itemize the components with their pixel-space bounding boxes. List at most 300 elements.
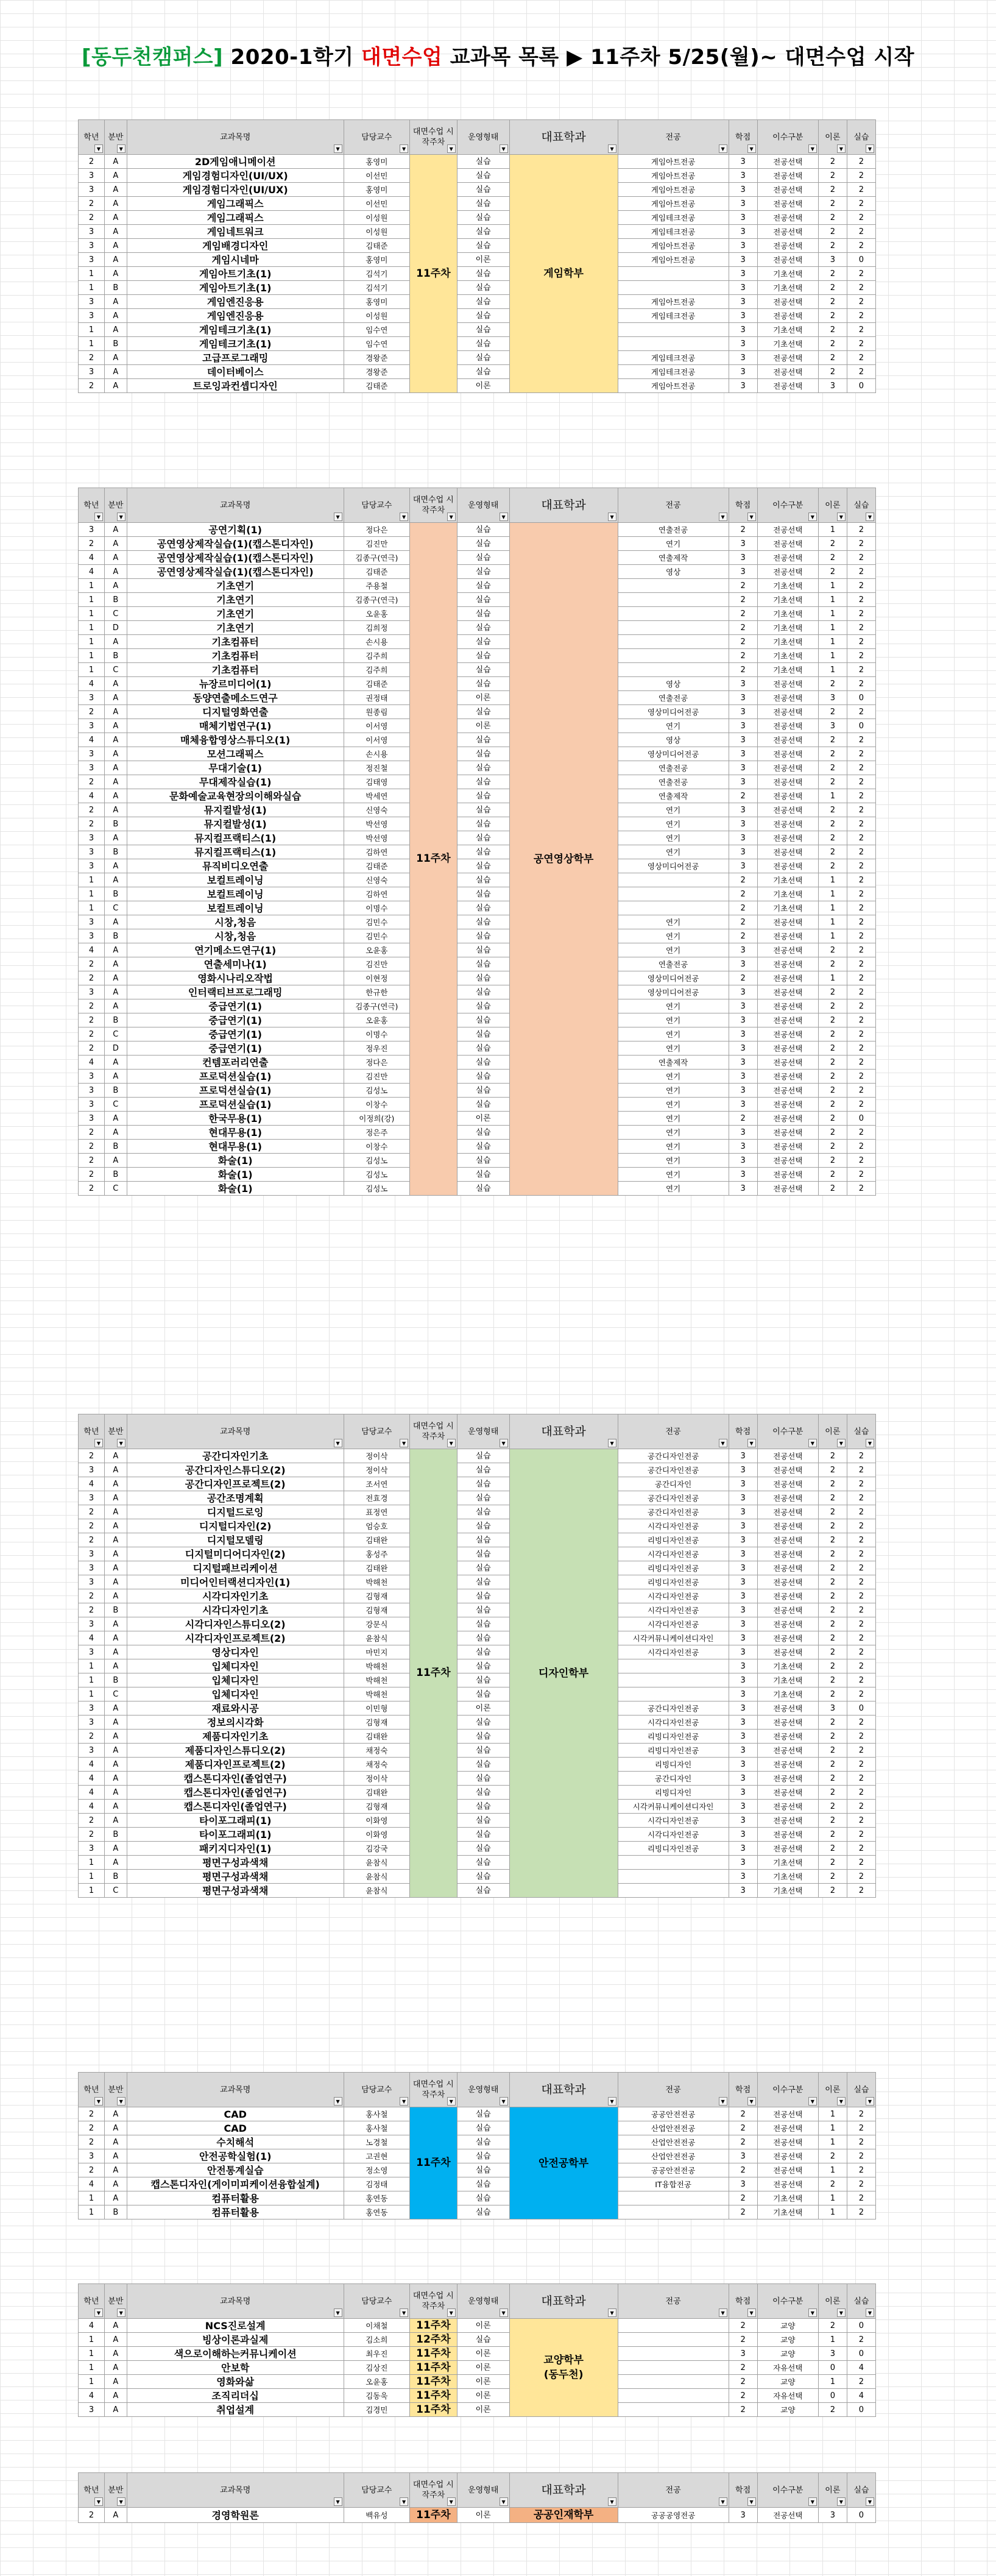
filter-dropdown-icon[interactable]: ▼ [400,513,408,521]
header-practice[interactable] [847,488,875,523]
cell-mode: 실습 [457,1758,509,1772]
cell-practice: 2 [847,1645,875,1659]
cell-credit: 3 [729,1800,757,1814]
header-mode[interactable] [457,120,509,155]
filter-dropdown-icon[interactable]: ▼ [719,2097,727,2106]
cell-professor: 홍영미 [344,155,409,169]
header-prof[interactable] [344,488,409,523]
table-row [79,1716,876,1730]
cell-professor: 김태준 [344,565,409,579]
filter-dropdown-icon[interactable]: ▼ [94,2097,103,2106]
header-theory[interactable] [818,120,847,155]
cell-theory: 2 [818,1013,847,1027]
filter-dropdown-icon[interactable]: ▼ [400,1439,408,1447]
header-major[interactable] [618,2473,729,2508]
cell-professor: 손시용 [344,635,409,649]
cell-year: 1 [79,2361,105,2375]
header-prof[interactable] [344,120,409,155]
cell-mode: 실습 [457,351,509,365]
header-credit[interactable] [729,2473,757,2508]
filter-dropdown-icon[interactable]: ▼ [719,2497,727,2506]
cell-completion-type: 기초선택 [757,593,818,607]
header-practice[interactable] [847,2073,875,2107]
table-row [79,337,876,351]
filter-dropdown-icon[interactable]: ▼ [608,2497,616,2506]
header-theory[interactable] [818,2284,847,2319]
filter-dropdown-icon[interactable]: ▼ [500,144,508,153]
header-dept[interactable] [509,2284,618,2319]
cell-major: 시각디자인전공 [618,1519,729,1533]
header-prof[interactable] [344,1414,409,1449]
filter-dropdown-icon[interactable]: ▼ [400,2308,408,2317]
header-mode[interactable] [457,2284,509,2319]
cell-credit: 3 [729,1154,757,1168]
header-label: 이수구분 [772,2296,804,2306]
cell-class: D [104,1041,127,1056]
header-name[interactable] [127,1414,344,1449]
header-major[interactable] [618,2284,729,2319]
cell-theory: 1 [818,901,847,915]
header-label: 전공 [665,500,681,510]
header-year[interactable] [79,2473,105,2508]
header-label: 이론 [825,132,841,142]
filter-dropdown-icon[interactable]: ▼ [334,2097,342,2106]
header-week[interactable] [410,2473,457,2508]
cell-mode: 이론 [457,719,509,733]
header-prof[interactable] [344,2473,409,2508]
cell-completion-type: 전공선택 [757,1716,818,1730]
header-practice[interactable] [847,120,875,155]
filter-dropdown-icon[interactable]: ▼ [400,2497,408,2506]
filter-dropdown-icon[interactable]: ▼ [747,2308,756,2317]
cell-practice: 2 [847,1856,875,1870]
filter-dropdown-icon[interactable]: ▼ [447,2497,456,2506]
filter-dropdown-icon[interactable]: ▼ [500,513,508,521]
header-dept[interactable] [509,2073,618,2107]
cell-course-name: 기초연기 [127,621,344,635]
cell-practice: 2 [847,337,875,351]
header-label: 이론 [825,1427,841,1436]
cell-professor: 이창수 [344,1140,409,1154]
header-label: 운영형태 [468,1427,499,1436]
cell-completion-type: 전공선택 [757,1645,818,1659]
header-major[interactable] [618,120,729,155]
cell-professor: 김형재 [344,1800,409,1814]
filter-dropdown-icon[interactable]: ▼ [117,1439,125,1447]
header-theory[interactable] [818,488,847,523]
filter-dropdown-icon[interactable]: ▼ [608,144,616,153]
cell-theory: 2 [818,1814,847,1828]
filter-dropdown-icon[interactable]: ▼ [866,2308,874,2317]
cell-theory: 2 [818,1449,847,1463]
header-practice[interactable] [847,1414,875,1449]
filter-dropdown-icon[interactable]: ▼ [334,1439,342,1447]
filter-dropdown-icon[interactable]: ▼ [500,1439,508,1447]
cell-year: 1 [79,337,105,351]
filter-dropdown-icon[interactable]: ▼ [608,1439,616,1447]
header-label: 운영형태 [468,132,499,142]
header-name[interactable] [127,488,344,523]
filter-dropdown-icon[interactable]: ▼ [808,2097,817,2106]
filter-dropdown-icon[interactable]: ▼ [447,1439,456,1447]
cell-practice: 2 [847,733,875,747]
cell-class: B [104,1168,127,1182]
filter-dropdown-icon[interactable]: ▼ [837,2308,846,2317]
header-class[interactable] [104,488,127,523]
header-major[interactable] [618,2073,729,2107]
cell-class: A [104,831,127,845]
header-credit[interactable] [729,120,757,155]
cell-professor: 김상진 [344,2361,409,2375]
cell-practice: 2 [847,1182,875,1196]
cell-year: 3 [79,761,105,775]
filter-dropdown-icon[interactable]: ▼ [117,144,125,153]
header-kind[interactable] [757,2284,818,2319]
filter-dropdown-icon[interactable]: ▼ [117,513,125,521]
cell-major: 연출제작 [618,551,729,565]
header-label: 대면수업 시작주차 [412,2480,454,2500]
cell-class: C [104,1884,127,1898]
table-row [79,225,876,239]
cell-major: 게임아트전공 [618,197,729,211]
filter-dropdown-icon[interactable]: ▼ [719,144,727,153]
cell-completion-type: 전공선택 [757,1056,818,1070]
cell-major: 공공안전전공 [618,2107,729,2121]
cell-class: A [104,551,127,565]
header-theory[interactable] [818,2073,847,2107]
filter-dropdown-icon[interactable]: ▼ [94,513,103,521]
table-row [79,803,876,817]
filter-dropdown-icon[interactable]: ▼ [719,1439,727,1447]
filter-dropdown-icon[interactable]: ▼ [400,2097,408,2106]
cell-course-name: 제품디자인스튜디오(2) [127,1744,344,1758]
cell-course-name: 입체디자인 [127,1687,344,1701]
cell-year: 2 [79,155,105,169]
cell-credit: 3 [729,1673,757,1687]
cell-mode: 실습 [457,677,509,691]
cell-major: 리빙디자인전공 [618,1533,729,1547]
header-mode[interactable] [457,2073,509,2107]
filter-dropdown-icon[interactable]: ▼ [808,2308,817,2317]
filter-dropdown-icon[interactable]: ▼ [837,2097,846,2106]
header-kind[interactable] [757,2473,818,2508]
cell-mode: 실습 [457,365,509,379]
table-row [79,2205,876,2219]
cell-year: 3 [79,1463,105,1477]
header-year[interactable] [79,1414,105,1449]
filter-dropdown-icon[interactable]: ▼ [808,513,817,521]
header-class[interactable] [104,2284,127,2319]
cell-theory: 2 [818,1828,847,1842]
cell-major: 영상미디어전공 [618,859,729,873]
cell-year: 4 [79,1772,105,1786]
header-week[interactable] [410,488,457,523]
cell-class: A [104,1477,127,1491]
cell-year: 2 [79,1182,105,1196]
cell-major: 연출제작 [618,789,729,803]
filter-dropdown-icon[interactable]: ▼ [866,144,874,153]
cell-major: 게임아트전공 [618,155,729,169]
cell-class: A [104,379,127,393]
cell-course-name: 입체디자인 [127,1673,344,1687]
filter-dropdown-icon[interactable]: ▼ [747,513,756,521]
cell-course-name: 빙상이론과실제 [127,2333,344,2347]
cell-credit: 3 [729,691,757,705]
filter-dropdown-icon[interactable]: ▼ [837,144,846,153]
cell-professor: 오윤홍 [344,607,409,621]
table-row [79,859,876,873]
cell-credit: 3 [729,169,757,183]
cell-course-name: 영상디자인 [127,1645,344,1659]
filter-dropdown-icon[interactable]: ▼ [608,2097,616,2106]
cell-professor: 마민지 [344,1645,409,1659]
cell-theory: 2 [818,1477,847,1491]
cell-practice: 2 [847,1519,875,1533]
filter-dropdown-icon[interactable]: ▼ [447,2308,456,2317]
filter-dropdown-icon[interactable]: ▼ [500,2308,508,2317]
cell-start-week: 12주차 [410,2333,457,2347]
cell-course-name: 안전공학실험(1) [127,2149,344,2163]
header-major[interactable] [618,488,729,523]
cell-class: A [104,1070,127,1084]
header-class[interactable] [104,2473,127,2508]
cell-practice: 2 [847,803,875,817]
cell-mode: 실습 [457,1533,509,1547]
filter-dropdown-icon[interactable]: ▼ [837,513,846,521]
table-row [79,2403,876,2417]
header-name[interactable] [127,2073,344,2107]
cell-practice: 2 [847,775,875,789]
cell-year: 3 [79,1084,105,1098]
header-class[interactable] [104,2073,127,2107]
cell-completion-type: 전공선택 [757,705,818,719]
filter-dropdown-icon[interactable]: ▼ [334,144,342,153]
filter-dropdown-icon[interactable]: ▼ [117,2097,125,2106]
header-kind[interactable] [757,1414,818,1449]
cell-course-name: 무대제작실습(1) [127,775,344,789]
cell-professor: 손시용 [344,747,409,761]
filter-dropdown-icon[interactable]: ▼ [747,1439,756,1447]
cell-course-name: 색으로이해하는커뮤니케이션 [127,2347,344,2361]
cell-major: 공간디자인전공 [618,1491,729,1505]
header-dept[interactable] [509,120,618,155]
header-year[interactable] [79,2073,105,2107]
cell-professor: 이명수 [344,901,409,915]
cell-professor: 김민수 [344,915,409,929]
cell-theory: 1 [818,2191,847,2205]
cell-theory: 2 [818,281,847,295]
cell-year: 2 [79,1589,105,1603]
cell-practice: 2 [847,1154,875,1168]
table-row [79,2375,876,2389]
filter-dropdown-icon[interactable]: ▼ [808,144,817,153]
header-name[interactable] [127,2284,344,2319]
filter-dropdown-icon[interactable]: ▼ [94,144,103,153]
table-row [79,1519,876,1533]
cell-professor: 김태완 [344,1561,409,1575]
cell-mode: 실습 [457,169,509,183]
filter-dropdown-icon[interactable]: ▼ [117,2308,125,2317]
filter-dropdown-icon[interactable]: ▼ [747,2097,756,2106]
cell-course-name: 입체디자인 [127,1659,344,1673]
cell-mode: 실습 [457,183,509,197]
header-label: 이론 [825,2485,841,2495]
cell-practice: 2 [847,211,875,225]
header-kind[interactable] [757,488,818,523]
cell-course-name: 캡스톤디자인(게이미피케이션융합설계) [127,2177,344,2191]
header-dept[interactable] [509,488,618,523]
cell-practice: 2 [847,2149,875,2163]
header-theory[interactable] [818,2473,847,2508]
table-row [79,295,876,309]
filter-dropdown-icon[interactable]: ▼ [808,2497,817,2506]
header-year[interactable] [79,2284,105,2319]
header-label: 실습 [853,500,869,510]
cell-practice: 2 [847,1533,875,1547]
header-prof[interactable] [344,2073,409,2107]
header-label: 전공 [665,2085,681,2095]
header-kind[interactable] [757,2073,818,2107]
filter-dropdown-icon[interactable]: ▼ [117,2497,125,2506]
filter-dropdown-icon[interactable]: ▼ [719,513,727,521]
header-name[interactable] [127,120,344,155]
header-week[interactable] [410,1414,457,1449]
cell-professor: 원종림 [344,705,409,719]
filter-dropdown-icon[interactable]: ▼ [608,513,616,521]
cell-year: 2 [79,1730,105,1744]
filter-dropdown-icon[interactable]: ▼ [94,1439,103,1447]
header-practice[interactable] [847,2473,875,2508]
cell-professor: 김태준 [344,379,409,393]
header-dept[interactable] [509,1414,618,1449]
cell-completion-type: 전공선택 [757,1701,818,1716]
filter-dropdown-icon[interactable]: ▼ [500,2097,508,2106]
cell-credit: 3 [729,365,757,379]
cell-class: B [104,1013,127,1027]
table-row [79,523,876,537]
header-class[interactable] [104,1414,127,1449]
filter-dropdown-icon[interactable]: ▼ [719,2308,727,2317]
filter-dropdown-icon[interactable]: ▼ [447,2097,456,2106]
cell-major: 공간디자인 [618,1772,729,1786]
cell-year: 3 [79,1547,105,1561]
cell-professor: 홍영미 [344,295,409,309]
cell-class: B [104,649,127,663]
header-prof[interactable] [344,2284,409,2319]
cell-theory: 2 [818,1575,847,1589]
filter-dropdown-icon[interactable]: ▼ [747,2497,756,2506]
header-dept[interactable] [509,2473,618,2508]
cell-theory: 1 [818,663,847,677]
cell-completion-type: 기초선택 [757,2191,818,2205]
cell-major: 공간디자인전공 [618,1449,729,1463]
header-week[interactable] [410,120,457,155]
cell-mode: 실습 [457,2135,509,2149]
cell-theory: 2 [818,169,847,183]
cell-major [618,901,729,915]
filter-dropdown-icon[interactable]: ▼ [808,1439,817,1447]
filter-dropdown-icon[interactable]: ▼ [447,144,456,153]
header-theory[interactable] [818,1414,847,1449]
cell-theory: 2 [818,1687,847,1701]
cell-theory: 1 [818,2375,847,2389]
header-year[interactable] [79,120,105,155]
header-mode[interactable] [457,2473,509,2508]
cell-course-name: 무대기술(1) [127,761,344,775]
table-row [79,2191,876,2205]
header-major[interactable] [618,1414,729,1449]
cell-year: 2 [79,1449,105,1463]
header-practice[interactable] [847,2284,875,2319]
filter-dropdown-icon[interactable]: ▼ [608,2308,616,2317]
filter-dropdown-icon[interactable]: ▼ [334,2497,342,2506]
table-row [79,1168,876,1182]
filter-dropdown-icon[interactable]: ▼ [866,2097,874,2106]
cell-mode: 실습 [457,2163,509,2177]
cell-course-name: 게임경험디자인(UI/UX) [127,183,344,197]
cell-class: A [104,2508,127,2523]
header-credit[interactable] [729,488,757,523]
filter-dropdown-icon[interactable]: ▼ [94,2497,103,2506]
filter-dropdown-icon[interactable]: ▼ [866,2497,874,2506]
cell-major [618,267,729,281]
header-week[interactable] [410,2284,457,2319]
cell-credit: 3 [729,1786,757,1800]
header-kind[interactable] [757,120,818,155]
header-credit[interactable] [729,1414,757,1449]
cell-theory: 2 [818,999,847,1013]
header-credit[interactable] [729,2284,757,2319]
cell-professor: 이성원 [344,211,409,225]
header-year[interactable] [79,488,105,523]
filter-dropdown-icon[interactable]: ▼ [94,2308,103,2317]
filter-dropdown-icon[interactable]: ▼ [334,2308,342,2317]
filter-dropdown-icon[interactable]: ▼ [866,1439,874,1447]
cell-year: 3 [79,1070,105,1084]
filter-dropdown-icon[interactable]: ▼ [747,144,756,153]
filter-dropdown-icon[interactable]: ▼ [866,513,874,521]
cell-mode: 실습 [457,635,509,649]
cell-completion-type: 전공선택 [757,1154,818,1168]
filter-dropdown-icon[interactable]: ▼ [837,1439,846,1447]
cell-theory: 1 [818,607,847,621]
cell-class: A [104,859,127,873]
header-class[interactable] [104,120,127,155]
cell-theory: 2 [818,1800,847,1814]
filter-dropdown-icon[interactable]: ▼ [500,2497,508,2506]
cell-theory: 2 [818,1772,847,1786]
cell-class: A [104,1112,127,1126]
table-row [79,887,876,901]
table-row [79,2163,876,2177]
cell-start-week: 11주차 [410,2375,457,2389]
header-mode[interactable] [457,1414,509,1449]
filter-dropdown-icon[interactable]: ▼ [447,513,456,521]
cell-completion-type: 기초선택 [757,267,818,281]
header-week[interactable] [410,2073,457,2107]
course-table-6 [78,2472,876,2523]
filter-dropdown-icon[interactable]: ▼ [334,513,342,521]
cell-credit: 2 [729,971,757,985]
cell-year: 2 [79,999,105,1013]
cell-professor: 김강국 [344,1842,409,1856]
filter-dropdown-icon[interactable]: ▼ [400,144,408,153]
header-mode[interactable] [457,488,509,523]
filter-dropdown-icon[interactable]: ▼ [837,2497,846,2506]
header-name[interactable] [127,2473,344,2508]
header-credit[interactable] [729,2073,757,2107]
header-label: 이수구분 [772,1427,804,1436]
